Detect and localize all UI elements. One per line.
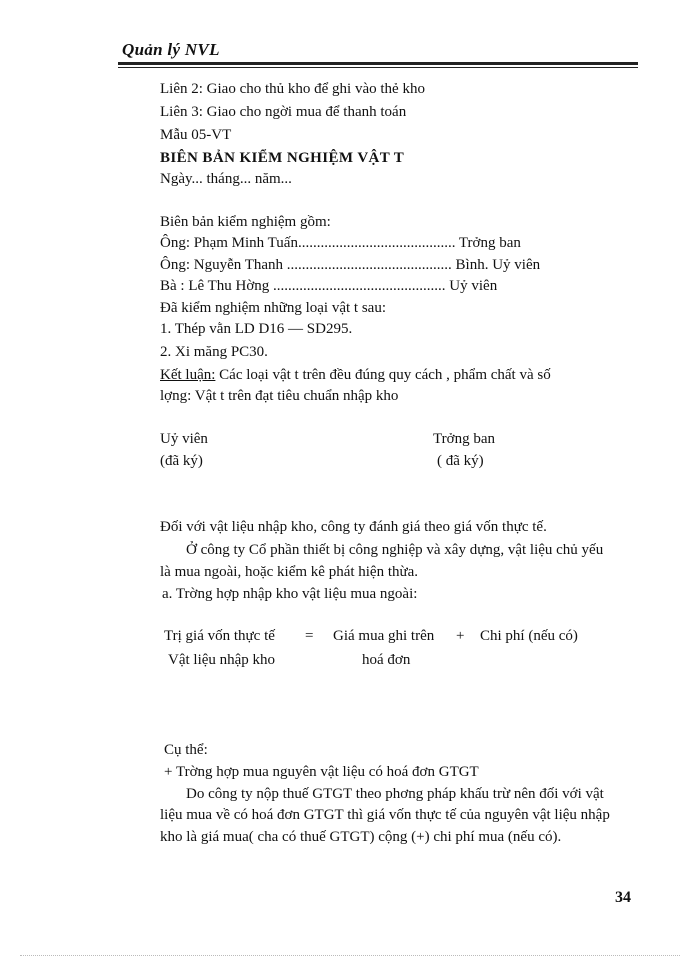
formula-term1-line-2: hoá đơn (362, 652, 411, 668)
case-a-heading: a. Trờng hợp nhập kho vật liệu mua ngoài: (162, 586, 418, 602)
signature-right-sign: ( đã ký) (437, 453, 484, 469)
formula-term2: Chi phí (nếu có) (480, 628, 578, 644)
valuation-paragraph: Đối với vật liệu nhập kho, công ty đánh giá theo giá vốn thực tế. (160, 519, 547, 535)
signature-right-title: Trởng ban (433, 431, 495, 447)
vat-case-heading: + Trờng hợp mua nguyên vật liệu có hoá đơn GTGT (164, 764, 479, 780)
member-3: Bà : Lê Thu Hờng .............................................. Uỷ viên (160, 278, 498, 294)
lien2-text: Liên 2: Giao cho thủ kho để ghi vào thẻ kho (160, 81, 425, 97)
vat-paragraph-line-3: kho là giá mua( cha có thuế GTGT) cộng (+) chi phí mua (nếu có). (160, 829, 562, 845)
conclusion-text: Các loại vật t trên đều đúng quy cách , phẩm chất và số (215, 367, 551, 383)
form-code: Mẫu 05-VT (160, 127, 232, 143)
company-paragraph-line-1: Ở công ty Cổ phần thiết bị công nghiệp và xây dựng, vật liệu chủ yếu (186, 542, 604, 558)
formula-lhs-line-1: Trị giá vốn thực tế (164, 628, 275, 644)
company-paragraph-line-2: là mua ngoài, hoặc kiểm kê phát hiện thừa. (160, 564, 419, 580)
vat-paragraph-line-2: liệu mua về có hoá đơn GTGT thì giá vốn thực tế của nguyên vật liệu nhập (160, 807, 610, 823)
report-date: Ngày... tháng... năm... (160, 171, 292, 187)
bottom-dotted-border (20, 955, 680, 956)
signature-left-title: Uỷ viên (160, 431, 208, 447)
formula-lhs-line-2: Vật liệu nhập kho (168, 652, 276, 668)
vat-paragraph-line-1: Do công ty nộp thuế GTGT theo phơng pháp khấu trừ nên đối với vật (186, 786, 604, 802)
page-number: 34 (615, 889, 631, 906)
report-title: BIÊN BẢN KIỂM NGHIỆM VẬT T (160, 150, 405, 166)
cuthe-label: Cụ thể: (164, 742, 208, 758)
conclusion-line-1 (160, 366, 633, 384)
item-1: 1. Thép vằn LD D16 — SD295. (160, 321, 353, 337)
header-rule-thick (118, 62, 638, 65)
lien3-text: Liên 3: Giao cho ngời mua để thanh toán (160, 104, 407, 120)
member-2: Ông: Nguyễn Thanh ............................................ Bình. Uỷ viên (160, 257, 541, 273)
formula-equals: = (305, 628, 314, 644)
formula-term1-line-1: Giá mua ghi trên (333, 628, 435, 644)
conclusion-line-2: lợng: Vật t trên đạt tiêu chuẩn nhập kho (160, 388, 399, 404)
signature-left-sign: (đã ký) (160, 453, 203, 469)
member-1: Ông: Phạm Minh Tuấn.......................................... Trởng ban (160, 235, 521, 251)
header-rule-thin (118, 67, 638, 68)
checked-items-intro: Đã kiểm nghiệm những loại vật t sau: (160, 300, 387, 316)
formula-plus: + (456, 628, 465, 644)
conclusion-label: Kết luận: (160, 367, 216, 383)
inspection-intro: Biên bản kiểm nghiệm gồm: (160, 214, 331, 230)
item-2: 2. Xi măng PC30. (160, 344, 268, 360)
header-title: Quản lý NVL (122, 40, 220, 59)
